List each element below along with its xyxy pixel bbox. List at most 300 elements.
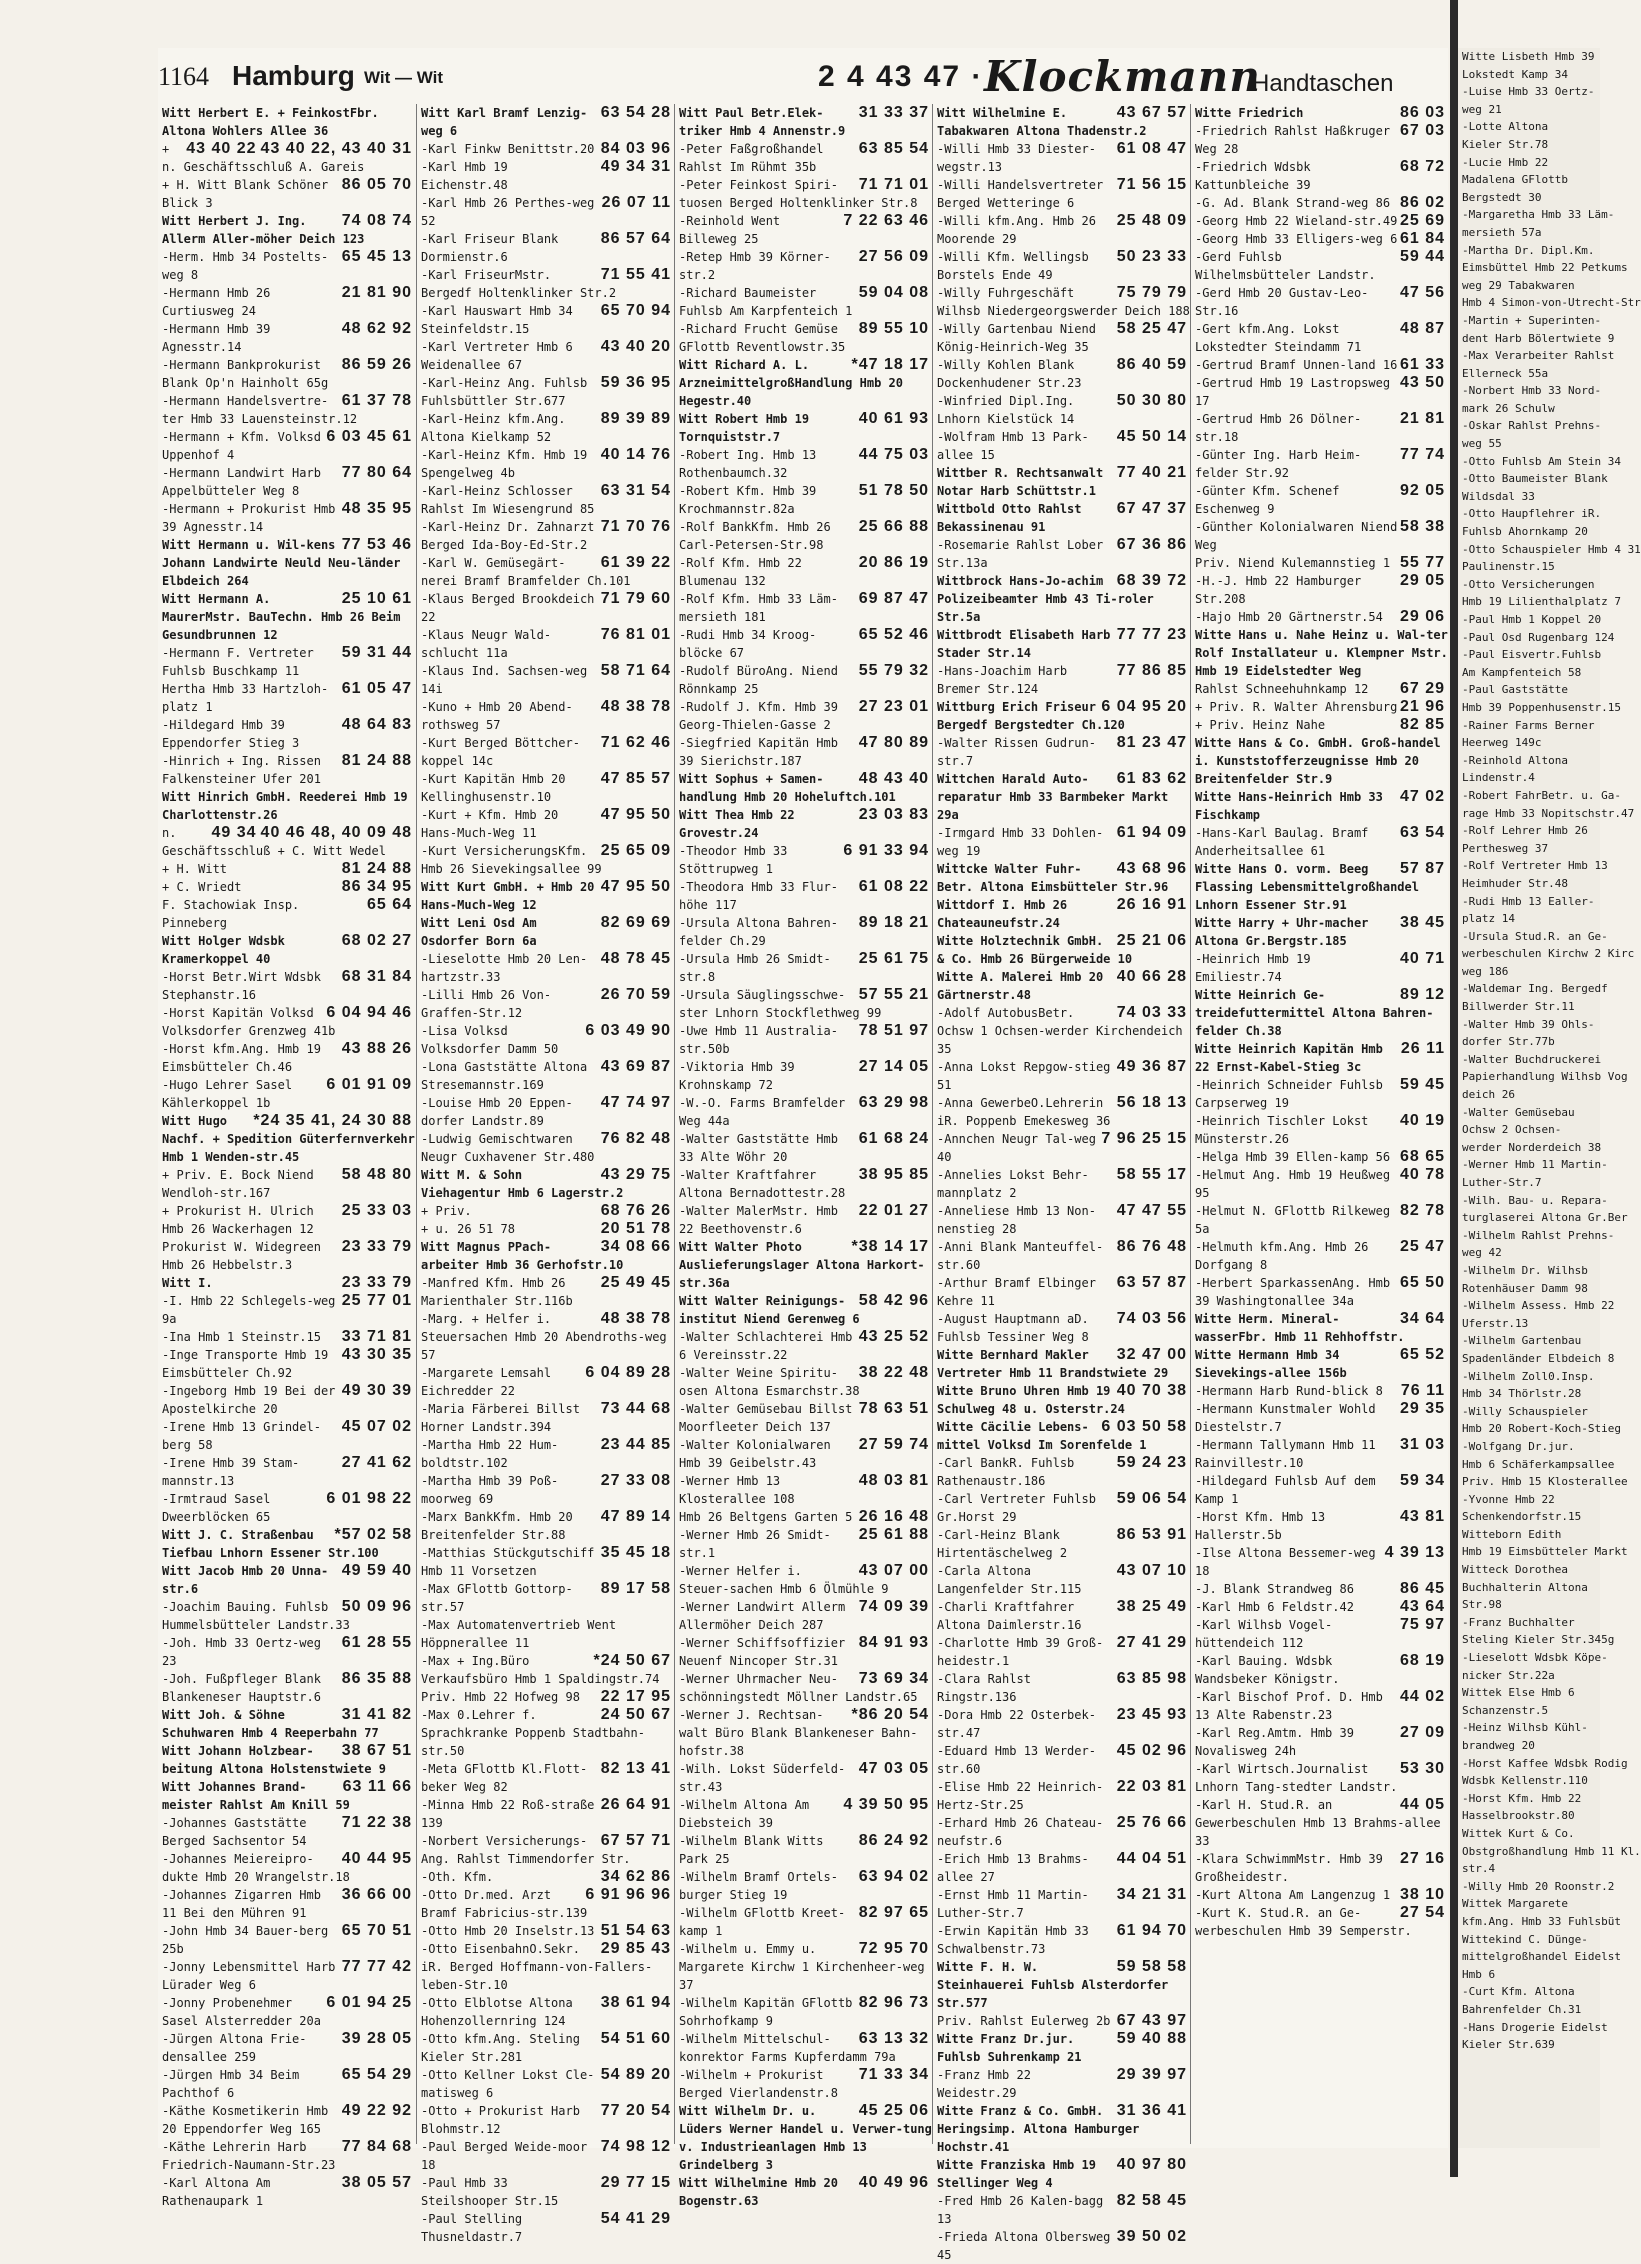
- phone-number: 71 56 15: [1116, 176, 1187, 193]
- phone-number: *57 02 58: [334, 1526, 412, 1543]
- strip-line: -Reinhold Altona: [1462, 753, 1568, 767]
- phone-number: 63 31 54: [600, 482, 671, 499]
- entry-text: -Jonny Lebensmittel Harb Lürader Weg 6: [162, 1960, 336, 1992]
- entry-text: -Dora Hmb 22 Osterbek-str.47: [937, 1708, 1096, 1740]
- entry-text: -Kurt Kapitän Hmb 20 Kellinghusenstr.10: [421, 772, 566, 804]
- entry-text: -Matthias Stückgutschiff Hmb 11 Vorsetzen: [421, 1546, 595, 1578]
- entry-text: -Arthur Bramf Elbinger Kehre 11: [937, 1276, 1096, 1308]
- phone-number: 71 55 41: [600, 266, 671, 283]
- entry-text: -Jonny Probenehmer Sasel Alsterredder 20a: [162, 1996, 321, 2028]
- phone-number: 73 44 68: [600, 1400, 671, 1417]
- entry-text: -Frieda Altona Olbersweg 45: [937, 2230, 1111, 2262]
- phone-number: 38 10: [1399, 1886, 1445, 1903]
- entry-text: Witt Herbert E. + FeinkostFbr. Altona Wohlers Allee 36: [162, 106, 379, 138]
- directory-entry: [933, 824, 1191, 860]
- directory-entry: [933, 1958, 1191, 2012]
- phone-number: 49 59 40: [341, 1562, 412, 1579]
- entry-text: -Reinhold Went Billeweg 25: [679, 214, 781, 246]
- entry-text: -Adolf AutobusBetr. Ochsw 1 Ochsen-werder Kirchendeich 35: [937, 1006, 1183, 1056]
- directory-entry: [933, 1382, 1191, 1418]
- strip-line: Hmb 6: [1462, 1967, 1496, 1981]
- entry-text: -Karl-Heinz kfm.Ang. Altona Kielkamp 52: [421, 412, 566, 444]
- entry-text: -Norbert Versicherungs-Ang. Rahlst Timmendorfer Str.: [421, 1834, 631, 1866]
- phone-number: 7 22 63 46: [843, 212, 929, 229]
- phone-number: 6 01 94 25: [326, 1994, 412, 2011]
- directory-entry: [1191, 986, 1449, 1040]
- directory-entry: [933, 896, 1191, 932]
- directory-entry: [675, 446, 933, 482]
- phone-number: 75 79 79: [1116, 284, 1187, 301]
- directory-entry: [417, 1616, 675, 1652]
- strip-line: -Martha Dr. Dipl.Km.: [1462, 243, 1595, 257]
- city-heading: Hamburg: [232, 60, 355, 91]
- entry-text: -Anna GewerbeO.Lehrerin iR. Poppenb Emekesweg 36: [937, 1096, 1111, 1128]
- phone-number: 48 64 83: [341, 716, 412, 733]
- directory-entry: [933, 176, 1191, 212]
- directory-entry: [1191, 284, 1449, 320]
- phone-number: 43 25 52: [858, 1328, 929, 1345]
- directory-entry: [675, 1238, 933, 1292]
- directory-entry: [933, 1202, 1191, 1238]
- directory-entry: [675, 1634, 933, 1670]
- phone-number: 59 31 44: [341, 644, 412, 661]
- directory-entry: [417, 986, 675, 1022]
- strip-line: Obstgroßhandlung Hmb 11 Kl.: [1462, 1844, 1641, 1858]
- strip-line: Fuhlsb Ahornkamp 20: [1462, 525, 1588, 539]
- listing-columns: [158, 104, 1448, 2262]
- directory-entry: [417, 1508, 675, 1544]
- strip-line: Uferstr.13: [1462, 1316, 1529, 1330]
- phone-number: 77 53 46: [341, 536, 412, 553]
- directory-entry: [933, 2156, 1191, 2192]
- strip-line: -Walter Gemüsebau: [1462, 1105, 1575, 1119]
- entry-text: + Prokurist H. Ulrich Hmb 26 Wackerhagen 12: [162, 1204, 314, 1236]
- strip-line: Hmb 19 Lilienthalplatz 7: [1462, 595, 1621, 609]
- strip-line: mittelgroßhandel Eidelst: [1462, 1950, 1621, 1964]
- phone-number: 27 56 09: [858, 248, 929, 265]
- entry-text: -Wilhelm + Prokurist Berged Vierlandenstr.8: [679, 2068, 838, 2100]
- phone-number: 40 46 48, 40 09 48: [260, 824, 412, 841]
- phone-number: 82 97 65: [858, 1904, 929, 1921]
- entry-text: Witt Wilhelmine E. Tabakwaren Altona Thadenstr.2: [937, 106, 1147, 138]
- entry-text: -Horst Kfm. Hmb 13 Hallerstr.5b: [1195, 1510, 1326, 1542]
- directory-entry: [158, 1562, 416, 1598]
- entry-text: -Willi Kfm. Wellingsb Borstels Ende 49: [937, 250, 1089, 282]
- entry-text: -Maria Färberei Billst Horner Landstr.394: [421, 1402, 580, 1434]
- phone-number: 26 70 59: [600, 986, 671, 1003]
- directory-entry: [417, 1868, 675, 1886]
- entry-text: Priv. Niend Kulemannstieg 1: [1195, 556, 1391, 570]
- entry-text: -Karl H. Stud.R. an Gewerbeschulen Hmb 13 Brahms-allee 33: [1195, 1798, 1441, 1848]
- entry-text: Witt Holger Wdsbk Kramerkoppel 40: [162, 934, 285, 966]
- phone-number: 29 85 43: [600, 1940, 671, 1957]
- entry-text: -Irene Hmb 13 Grindel-berg 58: [162, 1420, 321, 1452]
- directory-entry: [1191, 482, 1449, 518]
- phone-number: 48 03 81: [858, 1472, 929, 1489]
- directory-entry: [1191, 1112, 1449, 1148]
- entry-text: -Irmgard Hmb 33 Dohlen-weg 19: [937, 826, 1104, 858]
- phone-number: 89 18 21: [858, 914, 929, 931]
- entry-text: -John Hmb 34 Bauer-berg 25b: [162, 1924, 329, 1956]
- entry-text: -Karl-Heinz Dr. Zahnarzt Berged Ida-Boy-Ed-Str.2: [421, 520, 595, 552]
- phone-number: 61 68 24: [858, 1130, 929, 1147]
- phone-number: 78 51 97: [858, 1022, 929, 1039]
- strip-line: Spadenländer Elbdeich 8: [1462, 1351, 1615, 1365]
- ad-brand-logo: Klockmann: [984, 52, 1261, 101]
- entry-text: -Wilhelm Kapitän GFlottb Sohrhofkamp 9: [679, 1996, 853, 2028]
- entry-text: Witte F. H. W. Steinhauerei Fuhlsb Alsterdorfer Str.577: [937, 1960, 1169, 2010]
- entry-text: -Gerd Fuhlsb Wilhelmsbütteler Landstr.: [1195, 250, 1376, 282]
- directory-entry: [1191, 698, 1449, 716]
- strip-line: Hmb 6 Schäferkampsallee: [1462, 1457, 1615, 1471]
- entry-text: Witt Hermann A. MaurerMstr. BauTechn. Hmb 26 Beim Gesundbrunnen 12: [162, 592, 401, 642]
- directory-entry: [158, 1670, 416, 1706]
- page-header: [158, 48, 1448, 100]
- entry-text: -Karl Hmb 26 Perthes-weg 52: [421, 196, 595, 228]
- phone-number: 76 81 01: [600, 626, 671, 643]
- phone-number: 20 86 19: [858, 554, 929, 571]
- phone-number: 54 89 20: [600, 2066, 671, 2083]
- strip-line: -Paul Gaststätte: [1462, 683, 1568, 697]
- phone-number: 89 39 89: [600, 410, 671, 427]
- phone-number: 59 44: [1399, 248, 1445, 265]
- phone-number: 77 74: [1399, 446, 1445, 463]
- entry-text: -Karl Hmb 19 Eichenstr.48: [421, 160, 508, 192]
- entry-text: -Klaus Neugr Wald-schlucht 11a: [421, 628, 552, 660]
- entry-text: Witt Johann Holzbear-beitung Altona Holstenstwiete 9: [162, 1744, 386, 1776]
- directory-entry: [1191, 1076, 1449, 1112]
- entry-text: -Lilli Hmb 26 Von-Graffen-Str.12: [421, 988, 552, 1020]
- entry-text: -Johannes Meiereipro-dukte Hmb 20 Wrangelstr.18: [162, 1852, 350, 1884]
- phone-number: 61 08 47: [1116, 140, 1187, 157]
- strip-line: -Martin + Superinten-: [1462, 313, 1602, 327]
- directory-entry: [417, 626, 675, 662]
- directory-entry: [675, 284, 933, 320]
- strip-line: -Willy Schauspieler: [1462, 1404, 1588, 1418]
- entry-text: -Gertrud Hmb 26 Dölner-str.18: [1195, 412, 1362, 444]
- entry-text: Witte Hans-Heinrich Hmb 33 Fischkamp: [1195, 790, 1383, 822]
- phone-number: 63 54: [1399, 824, 1445, 841]
- entry-text: Witt Hugo Nachf. + Spedition Güterfernverkehr Hmb 1 Wenden-str.45: [162, 1114, 415, 1164]
- phone-number: 77 20 54: [600, 2102, 671, 2119]
- phone-number: 67 29: [1399, 680, 1445, 697]
- entry-text: -Hans-Joachim Harb Bremer Str.124: [937, 664, 1068, 696]
- directory-entry: [675, 1526, 933, 1562]
- phone-number: 21 81 90: [341, 284, 412, 301]
- strip-line: -Otto Versicherungen: [1462, 577, 1595, 591]
- phone-number: 23 33 79: [341, 1274, 412, 1291]
- phone-number: 58 48 80: [341, 1166, 412, 1183]
- directory-entry: [675, 1328, 933, 1364]
- directory-entry: [1191, 680, 1449, 698]
- strip-line: -Otto Haupflehrer iR.: [1462, 507, 1602, 521]
- entry-text: -Manfred Kfm. Hmb 26 Marienthaler Str.116b: [421, 1276, 573, 1308]
- strip-line: Witteck Dorothea: [1462, 1563, 1568, 1577]
- directory-entry: [158, 1778, 416, 1814]
- directory-entry: [933, 1778, 1191, 1814]
- strip-line: turglaserei Altona Gr.Ber: [1462, 1211, 1628, 1225]
- phone-number: 86 03: [1399, 104, 1445, 121]
- entry-text: -Robert Ing. Hmb 13 Rothenbaumch.32: [679, 448, 817, 480]
- entry-text: -Otto + Prokurist Harb Blohmstr.12: [421, 2104, 580, 2136]
- strip-line: -Wilhelm Assess. Hmb 22: [1462, 1299, 1615, 1313]
- directory-entry: [933, 2102, 1191, 2156]
- directory-entry: [158, 644, 416, 680]
- phone-number: 63 54 28: [600, 104, 671, 121]
- directory-entry: [1191, 626, 1449, 680]
- directory-entry: [675, 1364, 933, 1400]
- phone-number: 47 47 55: [1116, 1202, 1187, 1219]
- directory-entry: [1191, 1472, 1449, 1508]
- strip-line: kfm.Ang. Hmb 33 Fuhlsbüt: [1462, 1914, 1621, 1928]
- directory-entry: [417, 140, 675, 158]
- phone-number: 75 97: [1399, 1616, 1445, 1633]
- directory-entry: [158, 1418, 416, 1454]
- phone-number: 40 70 38: [1116, 1382, 1187, 1399]
- entry-text: -Heinrich Hmb 19 Emiliestr.74: [1195, 952, 1311, 984]
- directory-entry: [158, 248, 416, 284]
- phone-number: 67 43 97: [1116, 2012, 1187, 2029]
- entry-text: -Karl Reg.Amtm. Hmb 39 Novalisweg 24h: [1195, 1726, 1354, 1758]
- phone-number: 25 33 03: [341, 1202, 412, 1219]
- entry-text: -Wilh. Lokst Süderfeld-str.43: [679, 1762, 846, 1794]
- phone-number: 27 54: [1399, 1904, 1445, 1921]
- directory-entry: [1191, 860, 1449, 914]
- entry-text: -Carla Altona Langenfelder Str.115: [937, 1564, 1082, 1596]
- directory-entry: [1191, 518, 1449, 554]
- directory-entry: [933, 356, 1191, 392]
- strip-line: Priv. Hmb 15 Klosterallee: [1462, 1475, 1628, 1489]
- entry-text: -Hermann Kunstmaler Wohld Diestelstr.7: [1195, 1402, 1376, 1434]
- directory-entry: [675, 176, 933, 212]
- phone-number: 50 30 80: [1116, 392, 1187, 409]
- directory-entry: [417, 734, 675, 770]
- phone-number: 58 42 96: [858, 1292, 929, 1309]
- strip-line: -Otto Fuhlsb Am Stein 34: [1462, 454, 1621, 468]
- phone-number: 47 95 50: [600, 878, 671, 895]
- directory-entry: [1191, 374, 1449, 410]
- entry-text: -Helmut N. GFlottb Rilkeweg 5a: [1195, 1204, 1391, 1236]
- phone-number: 86 76 48: [1116, 1238, 1187, 1255]
- strip-line: -Willy Hmb 20 Roonstr.2: [1462, 1879, 1615, 1893]
- listing-column-1: [158, 104, 416, 2208]
- strip-line: -Rainer Farms Berner: [1462, 718, 1595, 732]
- phone-number: 61 84: [1399, 230, 1445, 247]
- directory-entry: [417, 482, 675, 518]
- entry-text: -Hermann Bankprokurist Blank Op'n Hainholt 65g: [162, 358, 329, 390]
- entry-text: -Willy Fuhrgeschäft Wilhsb Niedergeorgswerder Deich 188: [937, 286, 1190, 318]
- strip-line: -Yvonne Hmb 22: [1462, 1492, 1555, 1506]
- entry-text: -Peter Feinkost Spiri-tuosen Berged Holtenklinker Str.8: [679, 178, 918, 210]
- directory-entry: [417, 104, 675, 140]
- phone-number: 72 95 70: [858, 1940, 929, 1957]
- entry-text: -Ilse Altona Bessemer-weg 18: [1195, 1546, 1376, 1578]
- directory-entry: [417, 2138, 675, 2174]
- phone-number: 48 43 40: [858, 770, 929, 787]
- strip-line: -Robert FahrBetr. u. Ga-: [1462, 788, 1621, 802]
- directory-entry: [933, 2192, 1191, 2228]
- directory-entry: [158, 590, 416, 644]
- entry-text: -Walter MalerMstr. Hmb 22 Beethovenstr.6: [679, 1204, 838, 1236]
- directory-entry: [158, 1850, 416, 1886]
- entry-text: -Erich Hmb 13 Brahms-allee 27: [937, 1852, 1089, 1884]
- directory-entry: [417, 1706, 675, 1760]
- phone-number: 67 36 86: [1116, 536, 1187, 553]
- directory-entry: [675, 986, 933, 1022]
- strip-line: -Otto Baumeister Blank: [1462, 472, 1608, 486]
- entry-text: -Karl-Heinz Schlosser Rahlst Im Wiesengrund 85: [421, 484, 595, 516]
- directory-page: [158, 48, 1448, 2262]
- directory-entry: [933, 1850, 1191, 1886]
- phone-number: 29 77 15: [600, 2174, 671, 2191]
- directory-entry: [1191, 554, 1449, 572]
- directory-entry: [675, 950, 933, 986]
- directory-entry: [158, 104, 416, 140]
- entry-text: -Otto kfm.Ang. Steling Kieler Str.281: [421, 2032, 580, 2064]
- directory-entry: [417, 1886, 675, 1922]
- entry-text: -Hermann F. Vertreter Fuhlsb Buschkamp 11: [162, 646, 314, 678]
- phone-number: 63 57 87: [1116, 1274, 1187, 1291]
- directory-entry: [158, 1346, 416, 1382]
- name-range: Wit — Wit: [364, 68, 444, 87]
- entry-text: -Hermann + Prokurist Hmb 39 Agnesstr.14: [162, 502, 336, 534]
- directory-entry: [933, 1922, 1191, 1958]
- entry-text: -Willi Handelsvertreter Berged Wetteringe 6: [937, 178, 1104, 210]
- phone-number: 82 13 41: [600, 1760, 671, 1777]
- directory-entry: [417, 842, 675, 878]
- entry-text: Witt Hinrich GmbH. Reederei Hmb 19 Charlottenstr.26: [162, 790, 408, 822]
- entry-text: + n. Geschäftsschluß A. Gareis: [162, 142, 365, 174]
- directory-entry: [1191, 1688, 1449, 1724]
- entry-text: -Kurt K. Stud.R. an Ge-werbeschulen Hmb 39 Semperstr.: [1195, 1906, 1412, 1938]
- entry-text: -Helga Hmb 39 Ellen-kamp 56: [1195, 1150, 1391, 1164]
- entry-text: -Richard Frucht Gemüse GFlottb Reventlowstr.35: [679, 322, 846, 354]
- strip-line: -Franz Buchhalter: [1462, 1615, 1575, 1629]
- directory-entry: [417, 1544, 675, 1580]
- strip-line: Ellerneck 55a: [1462, 366, 1549, 380]
- directory-entry: [417, 1022, 675, 1058]
- entry-text: -Karl Friseur Blank Dormienstr.6: [421, 232, 559, 264]
- phone-number: 82 58 45: [1116, 2192, 1187, 2209]
- phone-number: 63 11 66: [342, 1778, 412, 1795]
- directory-entry: [675, 356, 933, 410]
- entry-text: -Marx BankKfm. Hmb 20 Breitenfelder Str.88: [421, 1510, 573, 1542]
- strip-line: weg 186: [1462, 964, 1509, 978]
- entry-text: -Heinrich Tischler Lokst Münsterstr.26: [1195, 1114, 1369, 1146]
- entry-text: -Walter Weine Spiritu-osen Altona Esmarchstr.38: [679, 1366, 860, 1398]
- phone-number: 86 57 64: [600, 230, 671, 247]
- entry-text: -Charli Kraftfahrer Altona Daimlerstr.16: [937, 1600, 1082, 1632]
- entry-text: Witt J. C. Straßenbau Tiefbau Lnhorn Essener Str.100: [162, 1528, 379, 1560]
- directory-entry: [1191, 608, 1449, 626]
- entry-text: -Lieselotte Hmb 20 Len-hartzstr.33: [421, 952, 588, 984]
- strip-line: Str.98: [1462, 1598, 1502, 1612]
- phone-number: 68 02 27: [341, 932, 412, 949]
- directory-entry: [675, 770, 933, 806]
- directory-entry: [1191, 194, 1449, 212]
- phone-number: 31 33 37: [858, 104, 929, 121]
- phone-number: 40 97 80: [1116, 2156, 1187, 2173]
- directory-entry: [933, 1130, 1191, 1166]
- phone-number: 55 77: [1399, 554, 1445, 571]
- entry-text: Witte A. Malerei Hmb 20 Gärtnerstr.48: [937, 970, 1104, 1002]
- strip-line: Kieler Str.639: [1462, 2038, 1555, 2052]
- entry-text: Witte Franziska Hmb 19 Stellinger Weg 4: [937, 2158, 1096, 2190]
- directory-entry: [417, 806, 675, 842]
- directory-entry: [1191, 1436, 1449, 1472]
- phone-number: 43 68 96: [1116, 860, 1187, 877]
- entry-text: -Minna Hmb 22 Roß-straße 139: [421, 1798, 595, 1830]
- phone-number: 25 61 75: [858, 950, 929, 967]
- phone-number: 89 17 58: [600, 1580, 671, 1597]
- phone-number: 34 62 86: [600, 1868, 671, 1885]
- entry-text: -Charlotte Hmb 39 Groß-heidestr.1: [937, 1636, 1104, 1668]
- phone-number: 43 30 35: [341, 1346, 412, 1363]
- phone-number: 47 03 05: [858, 1760, 929, 1777]
- directory-entry: [933, 284, 1191, 320]
- directory-entry: [675, 1832, 933, 1868]
- strip-line: Hmb 20 Robert-Koch-Stieg: [1462, 1422, 1621, 1436]
- directory-entry: [417, 2066, 675, 2102]
- phone-number: 65 52 46: [858, 626, 929, 643]
- entry-text: + Priv.: [421, 1204, 472, 1218]
- entry-text: -Wilhelm Mittelschul-konrektor Farms Kupferdamm 79a: [679, 2032, 896, 2064]
- strip-line: Bahrenfelder Ch.31: [1462, 2002, 1582, 2016]
- directory-entry: [933, 1058, 1191, 1094]
- directory-entry: [675, 1202, 933, 1238]
- phone-number: 22 03 81: [1116, 1778, 1187, 1795]
- directory-entry: [158, 1922, 416, 1958]
- entry-text: Hmb 26 Beltgens Garten 5: [679, 1510, 853, 1524]
- phone-number: 50 23 33: [1116, 248, 1187, 265]
- directory-entry: [675, 1598, 933, 1634]
- strip-line: Wittek Margarete: [1462, 1897, 1568, 1911]
- entry-text: -Gert kfm.Ang. Lokst Lokstedter Steindamm 71: [1195, 322, 1362, 354]
- entry-text: -Heinrich Schneider Fuhlsb Carpserweg 19: [1195, 1078, 1383, 1110]
- phone-number: 47 80 89: [858, 734, 929, 751]
- directory-entry: [417, 1832, 675, 1868]
- strip-line: Hmb 34 Thörlstr.28: [1462, 1387, 1582, 1401]
- directory-entry: [417, 1940, 675, 1994]
- phone-number: 43 40 22: [186, 140, 257, 157]
- phone-number: 68 39 72: [1116, 572, 1187, 589]
- entry-text: -Willy Gartenbau Niend König-Heinrich-Weg 35: [937, 322, 1096, 354]
- entry-text: -Walter Rissen Gudrun-str.7: [937, 736, 1096, 768]
- phone-number: 77 40 21: [1116, 464, 1187, 481]
- directory-entry: [417, 194, 675, 230]
- entry-text: -Joachim Bauing. Fuhlsb Hummelsbütteler Landstr.33: [162, 1600, 350, 1632]
- entry-text: Witte Herm. Mineral-wasserFbr. Hmb 11 Rehhoffstr.: [1195, 1312, 1405, 1344]
- directory-entry: [1191, 410, 1449, 446]
- entry-text: -Anneliese Hmb 13 Non-nenstieg 28: [937, 1204, 1096, 1236]
- phone-number: 89 12: [1399, 986, 1445, 1003]
- phone-number: 38 95 85: [858, 1166, 929, 1183]
- phone-number: 22 01 27: [858, 1202, 929, 1219]
- phone-number: 59 34: [1399, 1472, 1445, 1489]
- strip-line: weg 55: [1462, 437, 1502, 451]
- directory-entry: [933, 1418, 1191, 1454]
- strip-line: weg 21: [1462, 102, 1502, 116]
- strip-line: -Wilhelm Dr. Wilhsb: [1462, 1263, 1588, 1277]
- phone-number: 74 03 56: [1116, 1310, 1187, 1327]
- directory-entry: [417, 2102, 675, 2138]
- strip-line: brandweg 20: [1462, 1739, 1535, 1752]
- strip-line: Witteborn Edith: [1462, 1527, 1562, 1541]
- entry-text: -Käthe Lehrerin Harb Friedrich-Naumann-Str.23: [162, 2140, 336, 2172]
- phone-number: 51 78 50: [858, 482, 929, 499]
- directory-entry: [158, 2174, 416, 2210]
- phone-number: 81 24 88: [341, 752, 412, 769]
